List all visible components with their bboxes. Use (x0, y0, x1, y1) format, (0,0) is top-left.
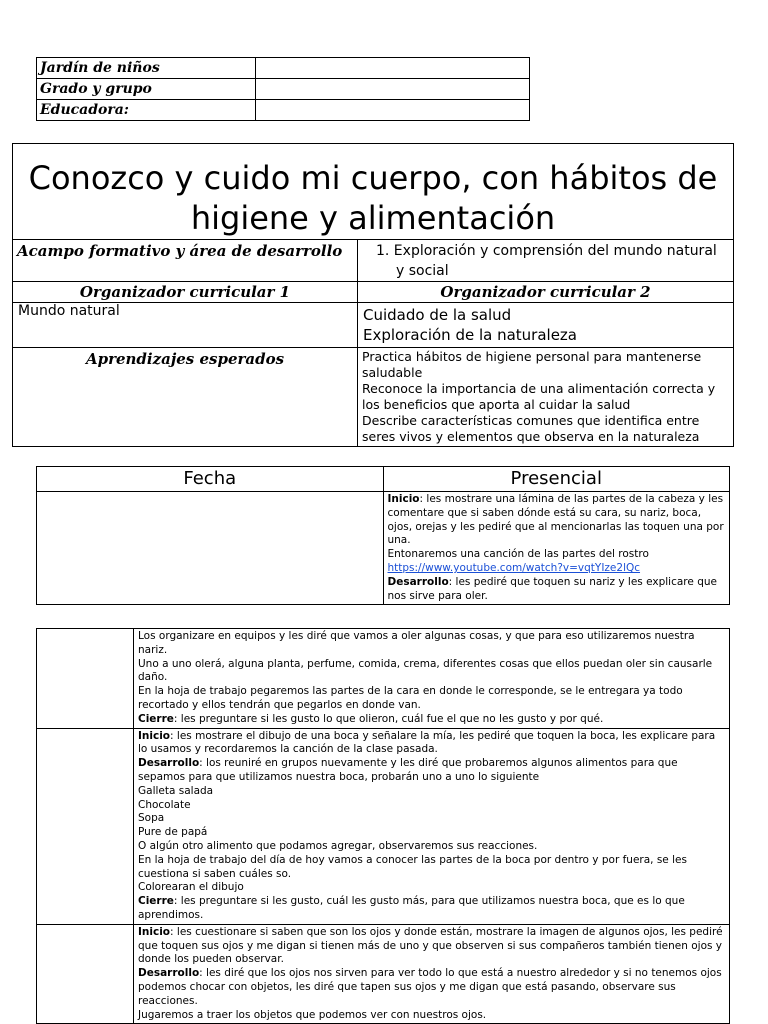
food-item: Galleta salada (138, 784, 214, 797)
schedule-table-continued (36, 628, 730, 1024)
organizer-2-value: Cuidado de la salud (363, 306, 512, 324)
date-cell[interactable] (37, 629, 134, 729)
date-cell[interactable] (37, 728, 134, 924)
table-row (37, 629, 730, 729)
teacher-value[interactable] (256, 100, 530, 121)
organizer-1-label: Organizador curricular 1 (13, 282, 358, 303)
desarrollo-label: Desarrollo (138, 757, 200, 770)
inicio-label: Inicio (387, 493, 420, 505)
cierre-label: Cierre (138, 712, 174, 725)
date-cell[interactable] (37, 924, 134, 1024)
inicio-text: : les mostrare el dibujo de una boca y señalare la mía, les pediré que toquen la boca, les explicare para lo usamos y recordaremos la canción de la clase pasada. (138, 729, 716, 756)
grade-value[interactable] (256, 79, 530, 100)
school-label: Jardín de niños (37, 58, 256, 79)
teacher-label: Educadora: (37, 100, 256, 121)
cierre-text: : les preguntare si les gusto lo que olieron, cuál fue el que no les gusto y por qué. (173, 712, 604, 725)
table-row (37, 492, 730, 605)
schedule-table (36, 466, 730, 605)
activity-line: En la hoja de trabajo del día de hoy vamos a conocer las partes de la boca por dentro y por fuera, se les cuestiona si saben cuáles so. (138, 853, 687, 880)
activity-line: Los organizare en equipos y les diré que vamos a oler algunas cosas, y que para eso utilizaremos nuestra nariz. (138, 630, 695, 656)
inicio-text: : les mostrare una lámina de las partes de la cabeza y les comentare que si saben dónde está su cara, su nariz, boca, ojos, orejas y les pediré que al mencionarlas las toquen una por una. (387, 493, 724, 547)
activity-line: En la hoja de trabajo pegaremos las partes de la cara en donde le corresponde, se le entregara ya todo recortado y ellos tendrán que pegarlos en donde van. (138, 685, 683, 711)
desarrollo-text: : les diré que los ojos nos sirven para ver todo lo que está a nuestro alrededor y si no tenemos ojos podemos chocar con objetos, les diré que tapen sus ojos y me digan que está pasando, observare sus reacciones. (138, 967, 722, 1007)
desarrollo-label: Desarrollo (387, 575, 449, 588)
teacher-row (37, 100, 530, 121)
planning-table (12, 143, 734, 447)
song-text: Entonaremos una canción de las partes del rostro (387, 548, 649, 561)
table-row (37, 728, 730, 924)
inicio-text: : les cuestionare si saben que son los ojos y donde están, mostrare la imagen de algunos ojos, les pediré que toquen sus ojos y me digan si tienen más de uno y que observen si sus compañeros también tienen ojos y donde los pueden observar. (138, 925, 723, 966)
activity-cell (134, 925, 729, 1024)
campo-value: 1. Exploración y comprensión del mundo natural y social (376, 243, 717, 279)
table-row (37, 924, 730, 1024)
aprendizaje-item: Describe características comunes que identifica entre seres vivos y elementos que observa en la naturaleza (362, 413, 700, 444)
school-row (37, 58, 530, 79)
activity-line: Colorearan el dibujo (138, 881, 244, 894)
desarrollo-text: : les pediré que toquen su nariz y les explicare que nos sirve para oler. (387, 575, 717, 602)
date-cell[interactable] (37, 492, 384, 605)
column-header-fecha: Fecha (37, 467, 384, 492)
activity-cell (134, 629, 729, 728)
activity-line: Uno a uno olerá, alguna planta, perfume, comida, crema, diferentes cosas que ellos puedan oler sin causarle daño. (138, 657, 713, 684)
cierre-label: Cierre (138, 895, 174, 908)
campo-label: Acampo formativo y área de desarrollo (17, 242, 343, 260)
activity-cell (384, 492, 730, 604)
school-info-table (36, 57, 530, 121)
desarrollo-label: Desarrollo (138, 967, 200, 980)
desarrollo-text: : los reuniré en grupos nuevamente y les diré que probaremos algunos alimentos para que sepamos para que utilizamos nuestra boca, probarán uno a uno lo siguiente (138, 757, 678, 783)
cierre-text: : les preguntare si les gusto, cuál les gusto más, para que utilizamos nuestra boca, que es lo que aprendimos. (138, 895, 685, 921)
aprendizajes-label: Aprendizajes esperados (85, 350, 285, 368)
grade-row (37, 79, 530, 100)
column-header-presencial: Presencial (383, 467, 730, 492)
activity-line: O algún otro alimento que podamos agregar, observaremos sus reacciones. (138, 839, 538, 852)
organizer-1-value: Mundo natural (18, 303, 120, 319)
food-item: Chocolate (138, 798, 191, 811)
aprendizajes-list (358, 348, 733, 446)
food-item: Pure de papá (138, 826, 208, 839)
activity-line: Jugaremos a traer los objetos que podemos ver con nuestros ojos. (138, 1008, 487, 1021)
youtube-link[interactable]: https://www.youtube.com/watch?v=vqtYIze2lQc (387, 561, 641, 574)
aprendizaje-item: Reconoce la importancia de una alimentación correcta y los beneficios que aporta al cuidar la salud (362, 381, 716, 412)
inicio-label: Inicio (138, 729, 171, 742)
page-title: Conozco y cuido mi cuerpo, con hábitos de higiene y alimentación (13, 144, 734, 240)
organizer-2-values (358, 303, 733, 347)
grade-label: Grado y grupo (37, 79, 256, 100)
activity-cell (134, 729, 729, 924)
organizer-2-label: Organizador curricular 2 (358, 282, 734, 303)
organizer-2-value: Exploración de la naturaleza (363, 326, 577, 344)
food-item: Sopa (138, 812, 165, 825)
school-value[interactable] (256, 58, 530, 79)
inicio-label: Inicio (138, 925, 171, 938)
aprendizaje-item: Practica hábitos de higiene personal para mantenerse saludable (362, 349, 702, 380)
